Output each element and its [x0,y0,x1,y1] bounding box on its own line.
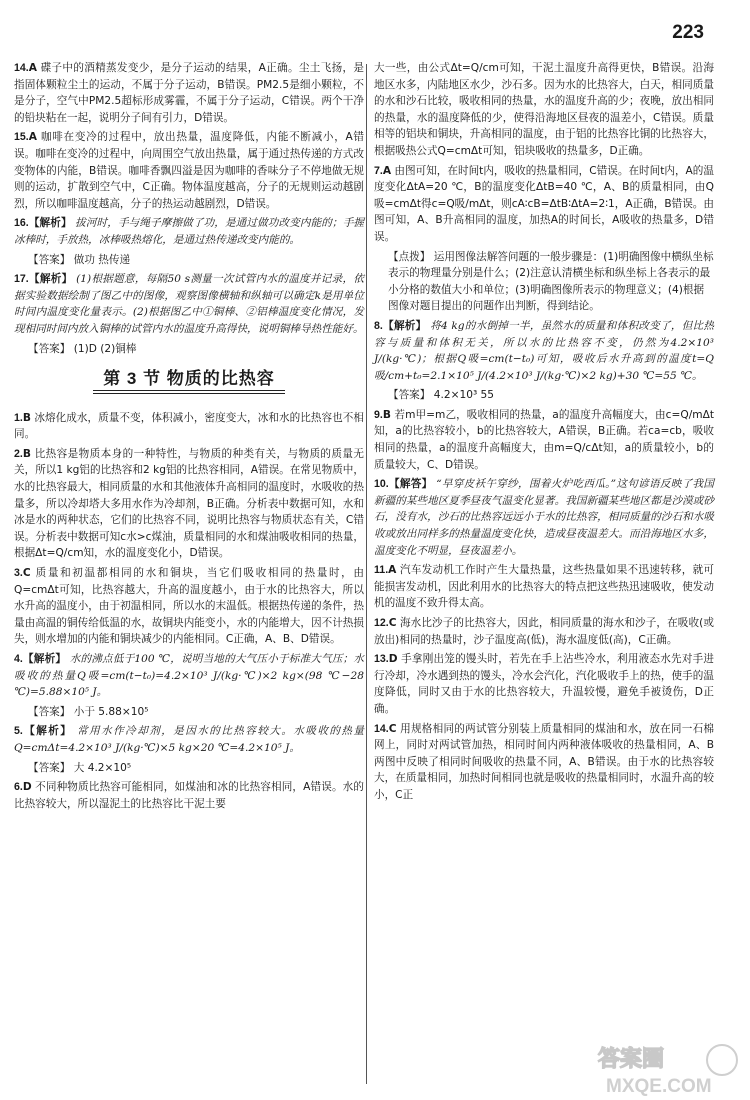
left-column [14,60,364,815]
item-explanation: 拔河时，手与绳子摩擦做了功，是通过做功改变内能的；手握冰棒时，手放热，冰棒吸热熔化，是通过热传递改变内能的。 [14,217,365,246]
item-number: 15. [14,131,29,144]
answer-item [14,60,364,126]
answer-item [14,215,364,248]
item-explanation: 手拿刚出笼的馒头时，若先在手上沾些冷水，利用液态水先对手进行冷却，冷水遇到热的馒头，冷水会汽化，汽化吸收手上的热，使手的温度降低，同时又由于水的比热容较大，升温较慢，避免手被烫伤，D正确。 [374,653,714,715]
item-answer-key: A [388,564,397,577]
section-title: 第 3 节 物质的比热容 [93,369,285,394]
answer-item [374,163,714,246]
item-number: 13. [374,653,389,666]
item-answer-key: 【解答】 [388,478,433,491]
item-answer-key: 【解析】 [22,653,67,665]
item-number: 2. [14,447,23,460]
item-explanation: “早穿皮袄午穿纱，围着火炉吃西瓜。”这句谚语反映了我国新疆的某些地区夏季昼夜气温变化显著。我国新疆某些地区都是沙漠或砂石，没有水，沙石的比热容远远小于水的比热容，相同质量的沙石和水吸收或放出同样多的热量温度变化快，造成昼夜温差大。而沿海地区水多，温度变化不明显，昼夜温差小。 [374,478,715,557]
answer-item [374,721,714,804]
item-explanation: 由图可知，在时间t内，吸收的热量相同，C错误。在时间t内，A的温度变化ΔtA=20 ℃，B的温度变化ΔtB=40 ℃，A、B的质量相同，由Q吸=cmΔt得c=Q吸/mΔt，则cA∶cB=ΔtB∶ΔtA=2∶1，A正确，B错误。由图可知，A、B升高相同的温度，加热A的时间长，A吸收的热量多，D错误。 [374,164,714,243]
answer-item [14,446,364,562]
item-explanation: 碟子中的酒精蒸发变少，是分子运动的结果，A正确。尘土飞扬，是指固体颗粒尘土的运动，不属于分子运动，B错误。PM2.5是细小颗粒，不是分子，空气中PM2.5超标形成雾霾，不属于分子运动，C错误。两个干净的铅块粘在一起，说明分子间有引力，D错误。 [14,62,364,124]
item-answer-key: D [22,781,32,794]
item-answer-key: A [28,131,37,144]
item-explanation: 汽车发动机工作时产生大量热量，这些热量如果不迅速转移，就可能损害发动机，因此利用水的比热容大的特点把这些热迅速吸收，使发动机的温度不致升得太高。 [374,564,715,610]
item-answer-key: B [22,411,31,424]
answer-item [374,562,714,612]
answer-item [374,615,714,648]
column-divider [366,64,367,1084]
item-number: 11. [374,564,389,577]
item-answer-key: 【解析】 [28,273,73,286]
item-explanation: 用规格相同的两试管分别装上质量相同的煤油和水，放在同一石棉网上，同时对两试管加热，相同时间内两种液体吸收的热量相同，A、B两图中反映了相同时间吸收的热量不同，A、B错误。由于水的比热容较大，在质量相同，加热时间相同也就是吸收的热量相同时，水温升高的较小，C正 [374,722,714,801]
item-number: 16. [14,217,29,230]
watermark-logo [594,1034,744,1098]
item-final-answer: 【答案】 小于 5.88×10⁵ [28,705,149,718]
section-header [14,369,364,394]
answer-item [374,476,714,559]
item-answer-key: B [382,408,391,421]
item-explanation: 咖啡在变冷的过程中，放出热量，温度降低，内能不断减小，A错误。咖啡在变冷的过程中，向周围空气放出热量，属于通过热传递的方式改变物体的内能，B错误。咖啡香飘四溢是因为咖啡的香味分子不停地做无规则的运动，扩散到空气中，C正确。物体温度越高，分子的无规则运动越剧烈，所以咖啡温度越高，分子的热运动越剧烈，D错误。 [14,131,364,210]
item-number: 5. [14,725,23,738]
item-number: 6. [14,781,23,794]
answer-item [374,60,714,160]
answer-item [14,271,364,337]
item-final-answer: 【答案】 4.2×10³ 55 [388,389,495,402]
item-explanation: 若m甲=m乙，吸收相同的热量，a的温度升高幅度大，由c=Q/mΔt知，a的比热容较小，b的比热容较大，A错误，B正确。若ca=cb，吸收相同的热量，a的温度升高幅度大，由m=Q/cΔt知，a的质量较小，b的质量较大，C、D错误。 [374,408,714,471]
item-explanation: (1)根据题意，每隔50 s测量一次试管内水的温度并记录，依据实验数据绘制了图乙中的图像，观察图像横轴和纵轴可以确定k是用单位时间内温度变化量表示。(2)根据图乙中①铜棒、②铝棒温度变化情况，发现相同时间内放入铜棒的试管内水的温度升高得快，说明铜棒导热性能好。 [14,273,365,335]
answer-item [14,565,364,648]
answer-item [14,723,364,756]
item-explanation: 大一些，由公式Δt=Q/cm可知，干泥土温度升高得更快，B错误。沿海地区水多，内陆地区水少，沙石多。因为水的比热容大，白天，相同质量的水和沙石比较，吸收相同的热量，水的温度升高的少；夜晚，放出相同的热量，水的温度降低的少，使得沿海地区昼夜的温差小，C错误。质量相等的铝块和铜块，升高相同的温度，由于铝的比热容比铜的比热容大，根据吸热公式Q=cmΔt可知，铝块吸收的热量多，D正确。 [374,62,714,157]
answer-item [14,779,364,812]
item-number: 14. [374,722,389,735]
item-answer-key: 【解析】 [28,217,72,230]
item-number: 4. [14,653,23,665]
item-answer-key: A [382,164,392,177]
answer-item [14,651,364,701]
item-explanation: 将4 kg的水倒掉一半，虽然水的质量和体积改变了，但比热容与质量和体积无关，所以水的比热容不变，仍然为4.2×10³ J/(kg·℃)；根据Q吸=cm(t−t₀)可知，吸收后水升高到的温度t=Q吸/cm+t₀=2.1×10⁵ J/(4.2×10³ J/(kg·℃)×2 kg)+30 ℃=55 ℃。 [374,319,714,382]
item-answer-key: C [388,617,397,629]
answer-item [374,318,714,384]
item-answer-key: C [22,567,31,580]
item-number: 12. [374,617,389,629]
item-explanation: 海水比沙子的比热容大，因此，相同质量的海水和沙子，在吸收(或放出)相同的热量时，沙子温度高(低)，海水温度低(高)，C正确。 [374,617,714,646]
watermark-url: MXQE.COM [606,1076,712,1097]
watermark-text: 答案圈 [598,1046,665,1071]
item-number: 9. [374,408,383,421]
item-answer-key: A [28,62,37,74]
page-number: 223 [672,22,704,43]
item-final-answer: 【答案】 做功 热传递 [28,253,131,266]
item-explanation: 不同种物质比热容可能相同，如煤油和冰的比热容相同，A错误。水的比热容较大，所以湿泥土的比热容比干泥土要 [14,781,364,810]
item-number: 10. [374,478,389,491]
answer-item [14,410,364,443]
item-answer-key: D [388,653,398,666]
item-explanation: 冰熔化成水，质量不变，体积减小，密度变大，冰和水的比热容也不相同。 [14,411,365,441]
item-explanation: 常用水作冷却剂，是因水的比热容较大。水吸收的热量Q=cmΔt=4.2×10³ J/(kg·℃)×5 kg×20 ℃=4.2×10⁵ J。 [14,725,365,754]
item-number: 14. [14,62,29,74]
answer-item [374,407,714,473]
item-number: 3. [14,567,23,580]
item-answer-key: 【解析】 [382,319,427,332]
item-explanation: 水的沸点低于100 ℃，说明当地的大气压小于标准大气压；水吸收的热量Q吸=cm(t−t₀)=4.2×10³ J/(kg·℃)×2 kg×(98 ℃−28 ℃)=5.88×10⁵ J。 [14,653,365,699]
item-number: 8. [374,319,383,332]
right-column [374,60,714,807]
item-final-answer: 【答案】 大 4.2×10⁵ [28,761,132,774]
item-answer-key: 【解析】 [22,725,73,738]
item-number: 7. [374,164,383,177]
item-explanation: 质量和初温都相同的水和铜块，当它们吸收相同的热量时，由Q=cmΔt可知，比热容越大，升高的温度越小，由于水的比热容大，所以水升高的温度小，由于初温相同，所以水的末温低。根据热传递的条件，热量由高温的铜传给低温的水，故铜块内能变小，水的内能增大，因不计热损失，则水增加的内能和铜块减少的内能相同。C正确，A、B、D错误。 [14,567,364,646]
answer-item [14,129,364,212]
item-answer-key: B [22,447,31,460]
item-final-answer: 【答案】 (1)D (2)铜棒 [28,342,137,355]
item-number: 1. [14,411,23,424]
answer-item [374,651,714,717]
item-explanation: 比热容是物质本身的一种特性，与物质的种类有关，与物质的质量无关，所以1 kg铝的比热容和2 kg铝的比热容相同，A错误。在常见物质中，水的比热容最大，相同质量的水和其他液体升高相同的温度时，水吸收的热量多，所以冷却塔大多用水作为冷却剂，B正确。分析表中数据可知，水和冰是水的两种状态，它们的比热容不同，说明比热容与物质状态有关，C错误。分析表中数据可知c水>c煤油，质量相同的水和煤油吸收相同的热量，根据Δt=Q/cm知，水的温度变化小，D错误。 [14,447,364,560]
item-number: 17. [14,273,29,286]
item-tip: 【点拨】 运用图像法解答问题的一般步骤是：(1)明确图像中横纵坐标表示的物理量分别是什么；(2)注意认清横坐标和纵坐标上各表示的最小分格的数值大小和单位；(3)明确图像所表示的物理意义；(4)根据图像对题目提出的问题作出判断，得到结论。 [388,250,714,313]
item-answer-key: C [388,722,397,735]
